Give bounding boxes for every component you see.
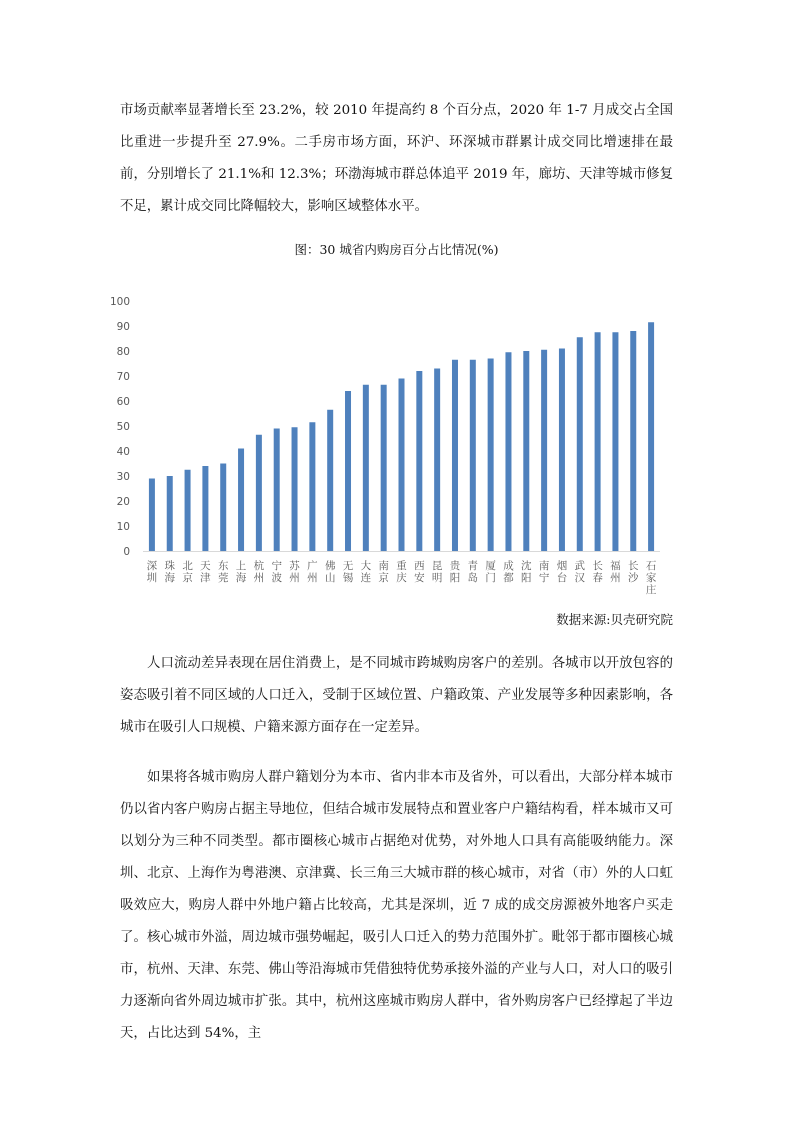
x-tick-label: 长沙: [628, 560, 639, 584]
bar-21: [523, 351, 529, 551]
x-tick-label: 东莞: [217, 560, 229, 584]
bar-11: [345, 391, 351, 551]
y-tick-label: 90: [116, 321, 130, 333]
x-tick-label: 无锡: [342, 560, 354, 584]
bar-0: [149, 479, 155, 552]
bar-22: [541, 350, 547, 551]
x-tick-label: 北京: [182, 560, 193, 584]
x-tick-label: 珠海: [164, 560, 175, 584]
bar-25: [595, 332, 601, 551]
bar-6: [256, 435, 262, 551]
bar-15: [416, 371, 422, 551]
bar-3: [202, 466, 208, 551]
x-tick-label: 广州: [307, 560, 318, 584]
y-tick-label: 20: [116, 496, 130, 508]
x-tick-label: 深圳: [146, 560, 158, 584]
figure-caption: 图：30 城省内购房百分占比情况(%): [294, 242, 499, 257]
paragraph-population-flow: 人口流动差异表现在居住消费上，是不同城市跨城购房客户的差别。各城市以开放包容的姿态吸引着不同区域的人口迁入，受制于区域位置、户籍政策、产业发展等多种因素影响，各城市在吸引人口规模、户籍来源方面存在一定差异。: [120, 656, 673, 735]
bar-23: [559, 349, 565, 552]
x-tick-label: 昆明: [431, 560, 443, 584]
x-tick-label: 重庆: [396, 560, 407, 584]
x-tick-label: 杭州: [253, 560, 265, 584]
x-tick-label: 福州: [610, 560, 621, 584]
bar-4: [220, 464, 226, 552]
x-tick-label: 成都: [503, 560, 514, 584]
bar-19: [488, 359, 494, 552]
x-tick-label: 西安: [414, 560, 425, 584]
bar-7: [274, 429, 280, 552]
y-tick-label: 30: [116, 471, 130, 483]
bar-2: [185, 470, 191, 551]
x-tick-label: 武汉: [574, 560, 586, 584]
x-tick-label: 烟台: [556, 560, 568, 584]
x-tick-label: 佛山: [324, 560, 336, 584]
y-tick-label: 50: [116, 421, 130, 433]
bar-20: [505, 352, 511, 551]
y-tick-label: 60: [116, 396, 130, 408]
bars: [149, 322, 654, 551]
y-axis: [110, 296, 130, 558]
x-tick-label: 南宁: [538, 560, 550, 584]
bar-12: [363, 385, 369, 551]
bar-14: [399, 379, 405, 552]
x-tick-label: 宁波: [271, 560, 282, 584]
bar-27: [630, 331, 636, 551]
bar-13: [381, 385, 387, 551]
bar-5: [238, 449, 244, 552]
bar-17: [452, 360, 458, 551]
y-tick-label: 70: [116, 371, 130, 383]
bar-9: [309, 422, 315, 551]
bar-26: [612, 332, 618, 551]
paragraph-buyer-household: 如果将各城市购房人群户籍划分为本市、省内非本市及省外，可以看出，大部分样本城市仍以省内客户购房占据主导地位，但结合城市发展特点和置业客户户籍结构看，样本城市又可以划分为三种不同类型。都市圈核心城市占据绝对优势，对外地人口具有高能吸纳能力。深圳、北京、上海作为粤港澳、京津冀、长三角三大城市群的核心城市，对省（市）外的人口虹吸效应大，购房人群中外地户籍占比较高，尤其是深圳，近 7 成的成交房源被外地客户买走了。核心城市外溢，周边城市强势崛起，吸引人口迁入的势力范围外扩。毗邻于都市圈核心城市，杭州、天津、东莞、佛山等沿海城市凭借独特优势承接外溢的产业与人口，对人口的吸引力逐渐向省外周边城市扩张。其中，杭州这座城市购房人群中，省外购房客户已经撑起了半边天，占比达到 54%，主: [120, 770, 673, 1041]
x-tick-label: 石家庄: [645, 560, 657, 596]
x-tick-label: 沈阳: [521, 560, 532, 584]
bar-28: [648, 322, 654, 551]
x-tick-label: 上海: [235, 560, 247, 584]
x-tick-label: 天津: [200, 560, 211, 584]
x-axis: [143, 552, 660, 597]
x-tick-label: 青岛: [467, 560, 479, 584]
y-tick-label: 0: [123, 546, 130, 558]
bar-1: [167, 476, 173, 551]
bar-16: [434, 369, 440, 552]
y-tick-label: 80: [116, 346, 130, 358]
x-tick-label: 长春: [592, 560, 603, 584]
data-source: 数据来源:贝壳研究院: [556, 612, 673, 627]
y-tick-label: 10: [116, 521, 130, 533]
bar-8: [292, 427, 298, 551]
bar-chart: [100, 285, 680, 610]
x-tick-label: 厦门: [485, 560, 496, 584]
bar-24: [577, 337, 583, 551]
bar-10: [327, 410, 333, 551]
x-tick-label: 大连: [360, 560, 372, 584]
x-tick-label: 苏州: [289, 560, 300, 584]
bar-18: [470, 360, 476, 551]
y-tick-label: 40: [116, 446, 130, 458]
x-tick-label: 南京: [378, 560, 389, 584]
x-tick-label: 贵阳: [449, 560, 461, 584]
y-tick-label: 100: [109, 296, 130, 308]
paragraph-market-contribution: 市场贡献率显著增长至 23.2%，较 2010 年提高约 8 个百分点，2020 年 1-7 月成交占全国比重进一步提升至 27.9%。二手房市场方面，环沪、环深城市群累计成交同比增速排在最前，分别增长了 21.1%和 12.3%；环渤海城市群总体追平 2019 年，廊坊、天津等城市修复不足，累计成交同比降幅较大，影响区域整体水平。: [120, 103, 673, 214]
